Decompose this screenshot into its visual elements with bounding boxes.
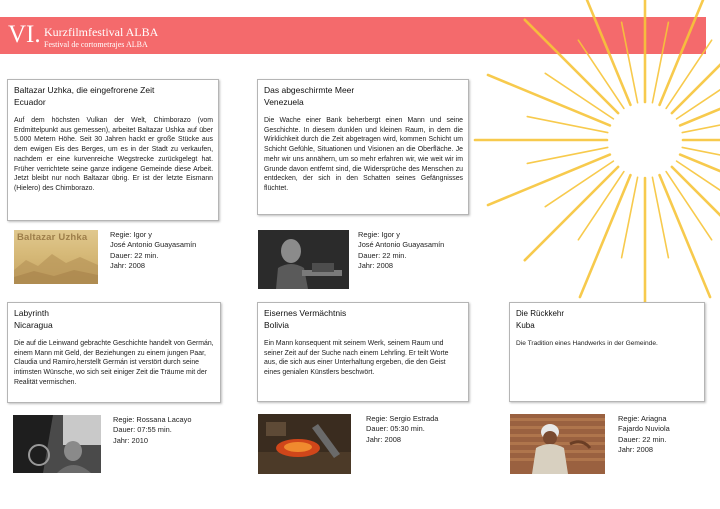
film-card-rueckkehr [509,302,705,402]
credit-line: Dauer: 07:55 min. [113,425,172,435]
film-card-baltazar [7,79,219,221]
film-poster-baltazar [14,230,98,284]
credit-line: José Antonio Guayasamín [110,240,197,250]
credit-line: Fajardo Nuviola [618,424,670,434]
film-title: Baltazar Uzhka, die eingefrorene Zeit [14,85,155,95]
credit-line: Regie: Igor y [358,230,400,239]
sun-ray [672,20,720,113]
sun-ray [660,175,711,297]
film-description: Ein Mann konsequent mit seinem Werk, seinem Raum und seiner Zeit auf der Suche nach einem Lehrling. Er teilt Worte aus, die sich aus einer Unterhaltung ergeben, die den Geist eines genialen Künstlers beschwört. [264,340,449,377]
section-number: VI. [8,21,41,48]
film-country: Ecuador [14,96,46,107]
credit-line: Dauer: 22 min. [358,250,407,260]
sun-ray [525,167,618,260]
film-credits-baltazar [110,230,196,271]
credit-line: Dauer: 05:30 min. [366,424,425,434]
film-title: Die Rückkehr [516,309,565,318]
credit-line: Regie: Igor y [110,230,152,239]
sun-ray [580,0,631,105]
film-country: Kuba [516,320,535,330]
film-description: Die Tradition eines Handwerks in der Gemeinde. [516,340,658,347]
sun-ray [660,0,711,105]
film-still-labyrinth [13,415,101,473]
film-description: Die auf die Leinwand gebrachte Geschichte handelt von Germán, einem Mann mit Geld, der Beziehungen zu einem jungen Paar, Claudia und Ramiro,herstellt Germán ist verstört durch seine intimsten Wünsche, wo sich seit einiger Zeit die Träume mit der Realität vermischen. [14,340,214,386]
credit-line: Jahr: 2008 [618,444,653,454]
film-description: Die Wache einer Bank beherbergt einen Mann und seine Geschichte. In diesem dunklen und kleinen Raum, in dem die Wirklichkeit durch die Zeit abgetragen wird, kommen Schicht um Schicht Gefühle, Situationen und Visionen an die Oberfläche. Je mehr wir uns annähern, um so mehr erfahren wir, wie weit wir im Grunde davon entfernt sind, die Widersprüche des Menschen zu entdecken, der sich in den Schatten seines Gefängnisses flüchtet. [264,117,463,192]
sun-ray [682,117,720,133]
film-title: Das abgeschirmte Meer [264,85,355,95]
credit-line: Dauer: 22 min. [110,250,159,260]
film-still-rueckkehr [510,414,605,474]
film-credits-meer [358,230,444,271]
film-country: Nicaragua [14,319,53,330]
film-country: Venezuela [264,96,304,107]
sun-ray [488,75,610,126]
film-description: Auf dem höchsten Vulkan der Welt, Chimborazo (vom Erdmittelpunkt aus gemessen), arbeitet Baltazar Ushka auf über 5.000 Metern Höhe. Seit 30 Jahren hackt er große Stücke aus dem ewigen Eis des Berges, um es in der Stadt zu verkaufen, nachdem er eine kurvenreiche Wegstrecke zurückgelegt hat. Früher verrichtete seine ganze indigene Gemeinde diese Arbeit. Jetzt bleibt nur noch Baltazar übrig. Er ist der letzte Eismann (Hielero) des Chimborazo. [14,117,213,192]
sun-ray [580,175,631,297]
credit-line: Jahr: 2010 [113,435,148,445]
credit-line: Regie: Ariagna [618,414,667,423]
credit-line: Dauer: 22 min. [618,434,667,444]
festival-subtitle: Festival de cortometrajes ALBA [44,40,148,49]
film-card-vermaechtnis [257,302,469,402]
poster-title-text: Baltazar Uzhka [17,232,88,243]
film-still-vermaechtnis [258,414,351,474]
film-card-labyrinth [7,302,221,403]
film-credits-vermaechtnis [366,414,438,445]
film-credits-labyrinth [113,415,191,446]
film-country: Bolivia [264,319,290,330]
credit-line: Regie: Rossana Lacayo [113,415,192,424]
film-title: Eisernes Vermächtnis [264,308,347,318]
film-card-meer [257,79,469,215]
film-credits-rueckkehr [618,414,670,455]
film-title: Labyrinth [14,308,49,318]
credit-line: Regie: Sergio Estrada [366,414,439,423]
sun-ray [672,167,720,260]
credit-line: Jahr: 2008 [366,434,401,444]
sun-ray [488,155,610,206]
festival-title: Kurzfilmfestival ALBA [44,25,159,39]
sun-ray [525,20,618,113]
credit-line: Jahr: 2008 [358,260,393,270]
credit-line: José Antonio Guayasamín [358,240,445,250]
film-still-meer [258,230,349,289]
sun-ray [682,147,720,163]
credit-line: Jahr: 2008 [110,260,145,270]
sun-rays-graphic [470,0,720,330]
